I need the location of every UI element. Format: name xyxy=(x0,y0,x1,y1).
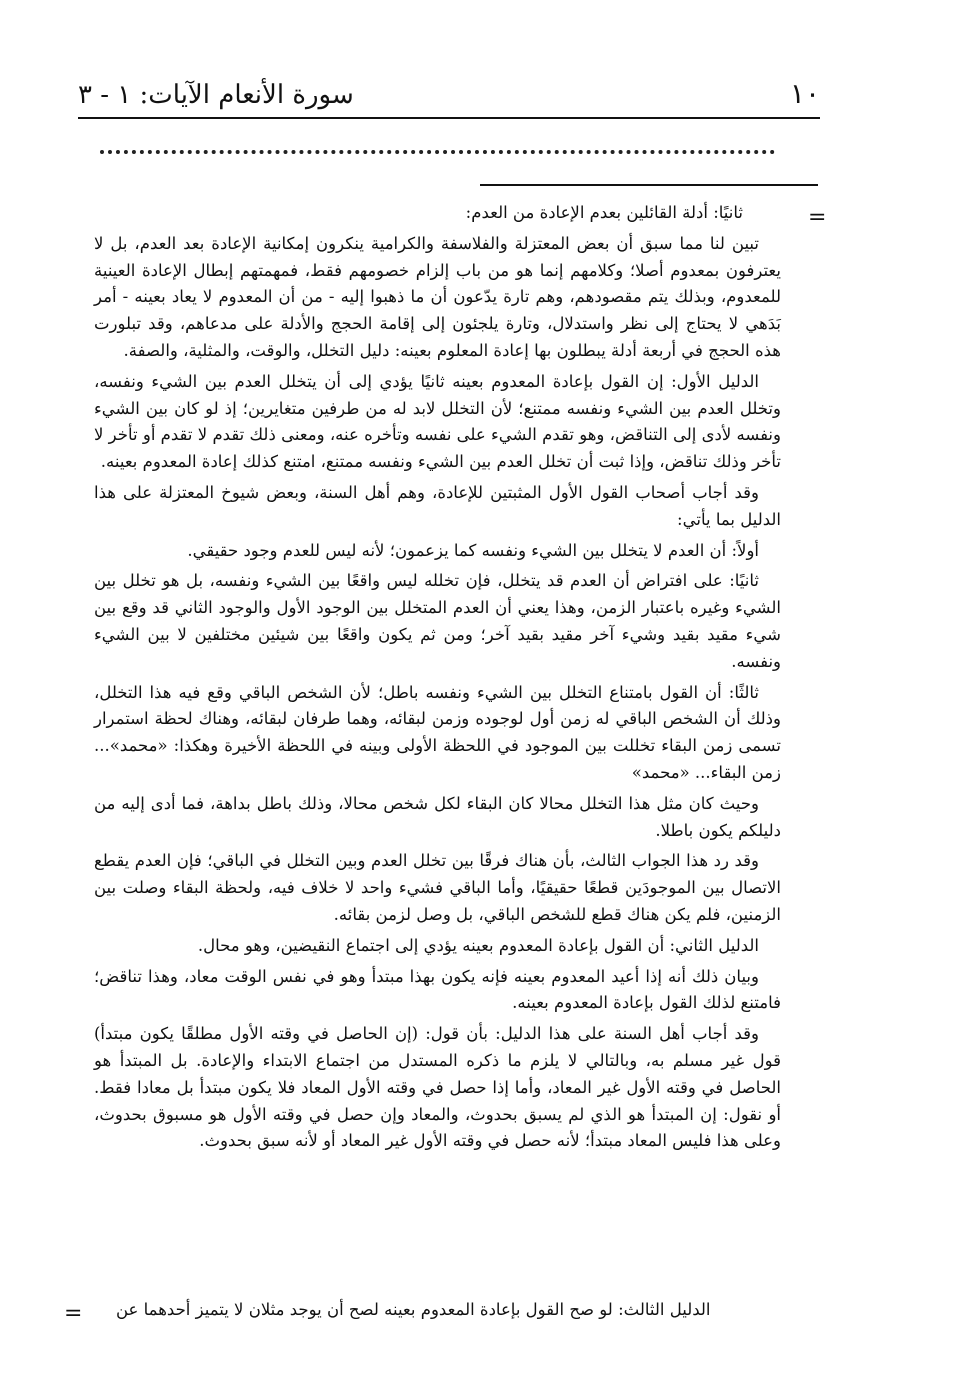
paragraph: أولاً: أن العدم لا يتخلل بين الشيء ونفسه كما يزعمون؛ لأنه ليس للعدم وجود حقيقي. xyxy=(187,540,759,560)
paragraph: الدليل الأول: إن القول بإعادة المعدوم بعينه ثانيًا يؤدي إلى أن يتخلل العدم بين الشيء ونفسه، وتخلل العدم بين الشيء ونفسه ممتنع؛ لأن التخلل لابد له من طرفين متغايرين؛ إذ لو كان بين الشيء ونفسه لأدى إلى التناقض، وهو تقدم الشيء على نفسه وتأخره عنه، ومعنى ذلك تقدم لا تقدم أو تأخر لا تأخر وذلك تناقض، وإذا ثبت أن تخلل العدم بين الشيء ونفسه ممتنع، امتنع كذلك إعادة المعدوم بعينه. xyxy=(94,371,781,472)
page-header xyxy=(78,76,820,116)
paragraph: وقد أجاب أهل السنة على هذا الدليل: بأن قول: (إن الحاصل في وقته الأول مطلقًا يكون مبتدأ) قول غير مسلم به، وبالتالي لا يلزم ما ذكره المستدل من اجتماع الابتداء والإعادة. بل المبتدأ هو الحاصل في وقته الأول غير المعاد، وأما إذا حصل في وقته الأول المعاد فلا يكون مبتدأ بل معادا فقط. أو نقول: إن المبتدأ هو الذي لم يسبق بحدوث، والمعاد وإن حصل في وقته الأول هو مسبوق بحدوث، وعلى هذا فليس المعاد مبتدأ؛ لأنه حصل في وقته الأول غير المعاد أو لأنه سبق بحدوث. xyxy=(94,1024,781,1151)
continuation-mark-bottom: = xyxy=(64,1301,83,1326)
paragraph: وقد رد هذا الجواب الثالث، بأن هناك فرقًا بين تخلل العدم وبين التخلل في الباقي؛ فإن العدم يقطع الاتصال بين الموجودَين قطعًا حقيقيًا، وأما الباقي فشيء واحد لا خلاف فيه، ولحظة البقاء وصلت بين الزمنين، فلم يكن هناك قطع للشخص الباقي، بل وصل لزمن بقائه. xyxy=(94,851,781,924)
paragraph: ثالثًا: أن القول بامتناع التخلل بين الشيء ونفسه باطل؛ لأن الشخص الباقي وقع فيه هذا التخلل، وذلك أن الشخص الباقي له زمن أول لوجوده وزمن لبقائه، وهما طرفان لبقائه، وهناك لحظة استمرار تسمى زمن البقاء تخللت بين الموجود في اللحظة الأولى وبينه في اللحظة الأخيرة وهكذا: «محمد»... زمن البقاء... «محمد» xyxy=(94,682,781,782)
paragraph: ثانيًا: على افتراض أن العدم قد يتخلل، فإن تخلله ليس واقعًا بين الشيء ونفسه، بل هو تخلل بين الشيء وغيره باعتبار الزمن، وهذا يعني أن العدم المتخلل بين الوجود الأول والوجود الثاني قد وقع بين شيء مقيد بقيد وشيء آخر مقيد بقيد آخر؛ ومن ثم يكون واقعًا بين شيئين مختلفين لا بين الشيء ونفسه. xyxy=(94,571,781,671)
dotted-separator xyxy=(100,150,775,154)
paragraph: وبيان ذلك أنه إذا أعيد المعدوم بعينه فإنه يكون بهذا مبتدأ وهو في نفس الوقت معاد، وهذا تناقض؛ فامتنع لذلك القول بإعادة المعدوم بعينه. xyxy=(94,966,781,1013)
last-line: الدليل الثالث: لو صح القول بإعادة المعدوم بعينه لصح أن يوجد مثلان لا يتميز أحدهما عن xyxy=(116,1300,711,1319)
paragraph: وحيث كان مثل هذا التخلل محالا كان البقاء لكل شخص محالا، وذلك باطل بداهة، فما أدى إليه من دليلكم يكون باطلا. xyxy=(94,793,781,840)
paragraph: الدليل الثاني: أن القول بإعادة المعدوم بعينه يؤدي إلى اجتماع النقيضين، وهو محال. xyxy=(197,935,759,955)
running-title: سورة الأنعام الآيات: ١ - ٣ xyxy=(78,80,354,110)
paragraph: وقد أجاب أصحاب القول الأول المثبتين للإعادة، وهم أهل السنة، وبعض شيوخ المعتزلة على هذا الدليل بما يأتي: xyxy=(94,482,781,529)
section-heading: ثانيًا: أدلة القائلين بعدم الإعادة من العدم: xyxy=(465,203,743,222)
page-number: ١٠ xyxy=(789,77,820,110)
paragraph: تبين لنا مما سبق أن بعض المعتزلة والفلاسفة والكرامية ينكرون إمكانية الإعادة بعد العدم، بل لا يعترفون بمعدوم أصلا؛ وكلامهم إنما هو من باب إلزام خصومهم فقط، فمهمتهم إبطال الإعادة العينية للمعدوم، وبذلك يتم مقصودهم، وهم تارة يدّعون أن ما ذهبوا إليه - من أن المعدوم لا يعاد بعينه - أمر بَدَهي لا يحتاج إلى نظر واستدلال، وتارة يلجئون إلى إقامة الحجج والأدلة على مدعاهم، وقد تبلورت هذه الحجج في أربعة أدلة يبطلون بها إعادة المعلوم بعينه: دليل التخلل، والوقت، والمثلية، والصفة. xyxy=(94,233,781,360)
body-text xyxy=(94,200,781,1159)
continuation-mark-top: = xyxy=(808,205,827,230)
header-rule xyxy=(78,117,820,119)
footnote-rule xyxy=(480,184,818,186)
